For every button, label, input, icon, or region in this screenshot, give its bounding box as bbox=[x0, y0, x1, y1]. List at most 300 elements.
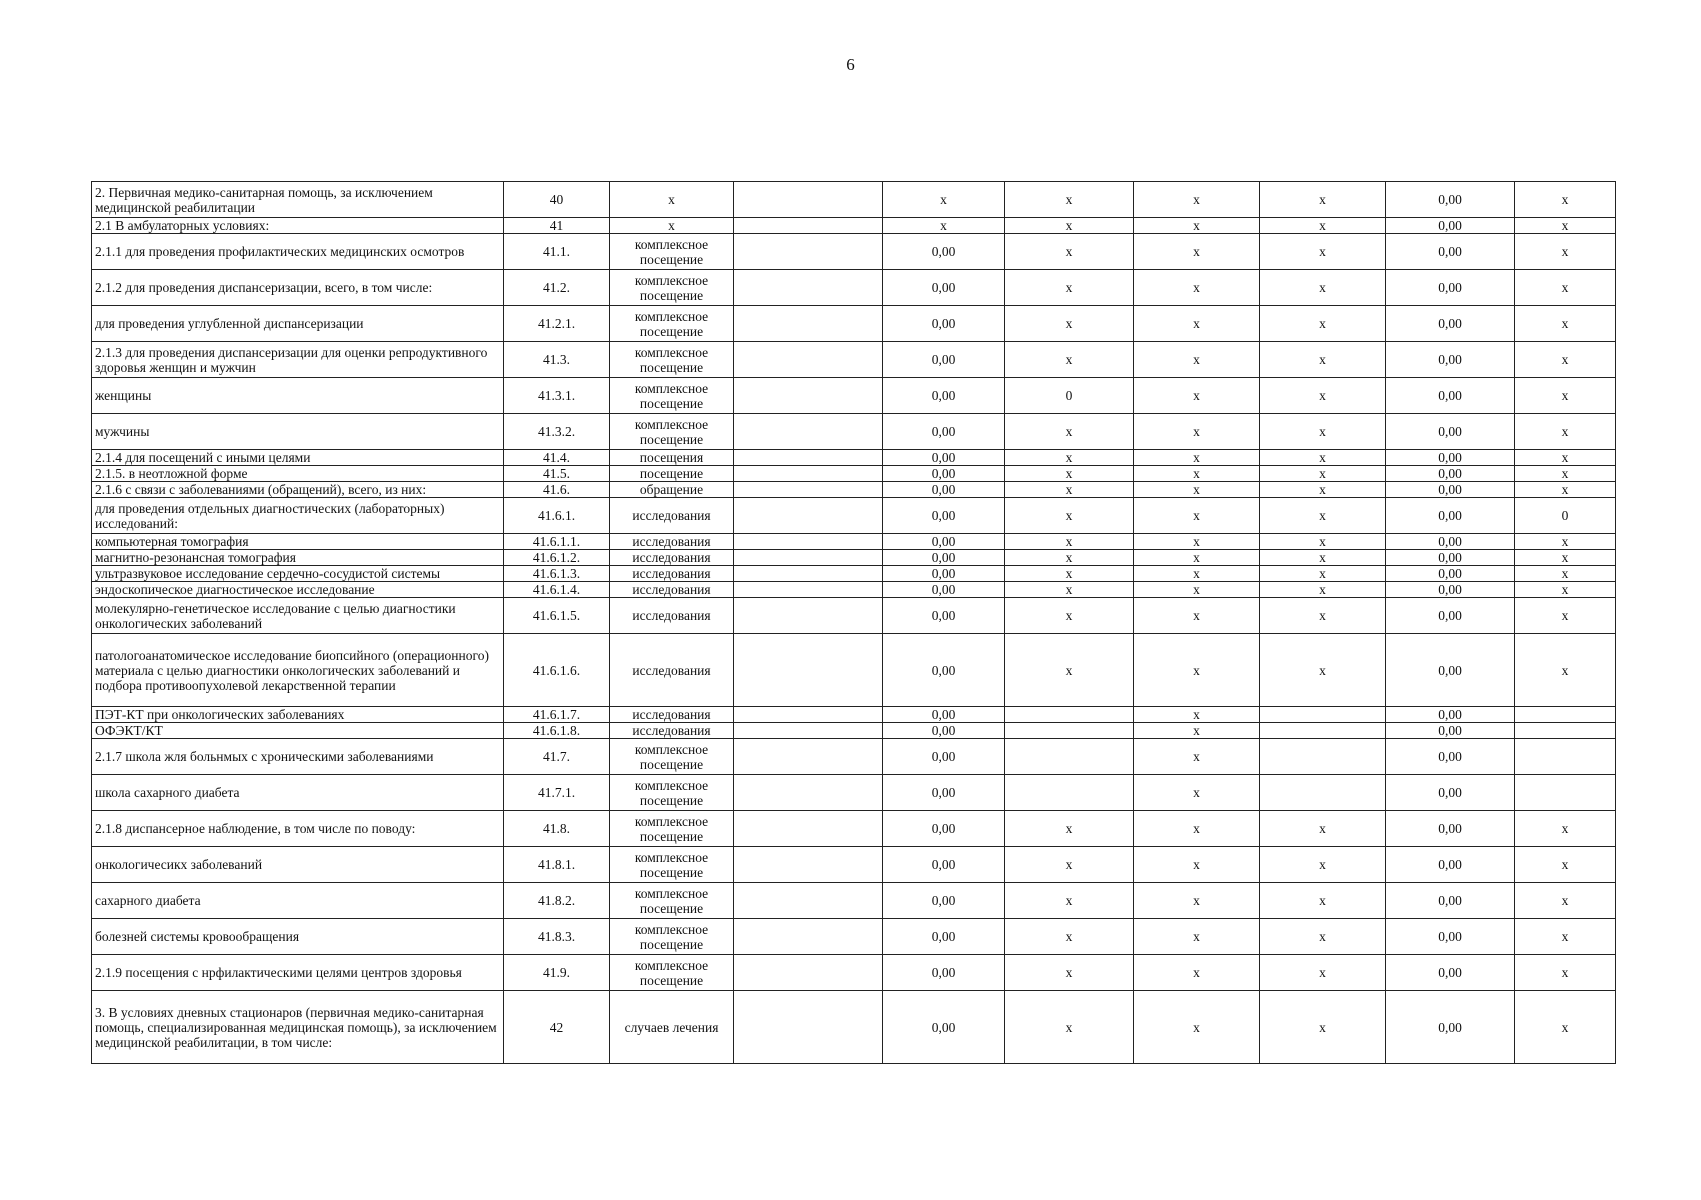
cell-c4: 0,00 bbox=[883, 414, 1005, 450]
cell-name: 2.1.6 с связи с заболеваниями (обращений), всего, из них: bbox=[92, 482, 504, 498]
cell-name: школа сахарного диабета bbox=[92, 775, 504, 811]
cell-unit: исследования bbox=[610, 550, 734, 566]
cell-name: 2.1 В амбулаторных условиях: bbox=[92, 218, 504, 234]
cell-c6: х bbox=[1134, 811, 1260, 847]
cell-c8: 0,00 bbox=[1386, 634, 1515, 707]
cell-c6: х bbox=[1134, 775, 1260, 811]
cell-name: для проведения углубленной диспансеризации bbox=[92, 306, 504, 342]
cell-c9: х bbox=[1515, 218, 1616, 234]
cell-c9: х bbox=[1515, 378, 1616, 414]
cell-c7: х bbox=[1260, 498, 1386, 534]
cell-c8: 0,00 bbox=[1386, 707, 1515, 723]
cell-c6: х bbox=[1134, 342, 1260, 378]
cell-c7: х bbox=[1260, 955, 1386, 991]
cell-code: 41.8.2. bbox=[504, 883, 610, 919]
cell-c5 bbox=[1005, 739, 1134, 775]
cell-c5: х bbox=[1005, 414, 1134, 450]
cell-code: 41.6.1.1. bbox=[504, 534, 610, 550]
cell-c9: х bbox=[1515, 955, 1616, 991]
cell-c6: х bbox=[1134, 182, 1260, 218]
cell-name: 2.1.8 диспансерное наблюдение, в том числе по поводу: bbox=[92, 811, 504, 847]
cell-c7 bbox=[1260, 723, 1386, 739]
cell-c7: х bbox=[1260, 534, 1386, 550]
cell-c5: х bbox=[1005, 566, 1134, 582]
cell-c9: х bbox=[1515, 342, 1616, 378]
cell-c7: х bbox=[1260, 482, 1386, 498]
cell-c7: х bbox=[1260, 234, 1386, 270]
cell-c8: 0,00 bbox=[1386, 218, 1515, 234]
cell-c6: х bbox=[1134, 482, 1260, 498]
cell-unit: исследования bbox=[610, 598, 734, 634]
cell-name: ОФЭКТ/КТ bbox=[92, 723, 504, 739]
cell-code: 41.6.1.5. bbox=[504, 598, 610, 634]
cell-c5: х bbox=[1005, 598, 1134, 634]
cell-c9: х bbox=[1515, 182, 1616, 218]
cell-code: 41.6.1.6. bbox=[504, 634, 610, 707]
table-row bbox=[92, 582, 1616, 598]
table-row bbox=[92, 270, 1616, 306]
cell-c6: х bbox=[1134, 566, 1260, 582]
cell-c3 bbox=[734, 955, 883, 991]
cell-c7 bbox=[1260, 707, 1386, 723]
cell-c9: 0 bbox=[1515, 498, 1616, 534]
cell-unit: комплексное посещение bbox=[610, 811, 734, 847]
cell-unit: комплексное посещение bbox=[610, 342, 734, 378]
cell-c8: 0,00 bbox=[1386, 723, 1515, 739]
cell-c3 bbox=[734, 498, 883, 534]
cell-c4: 0,00 bbox=[883, 739, 1005, 775]
cell-c5: х bbox=[1005, 991, 1134, 1064]
cell-c7: х bbox=[1260, 466, 1386, 482]
table-row bbox=[92, 991, 1616, 1064]
cell-c4: 0,00 bbox=[883, 482, 1005, 498]
cell-c3 bbox=[734, 883, 883, 919]
cell-c3 bbox=[734, 634, 883, 707]
cell-unit: комплексное посещение bbox=[610, 847, 734, 883]
cell-unit: х bbox=[610, 218, 734, 234]
cell-unit: комплексное посещение bbox=[610, 378, 734, 414]
cell-c6: х bbox=[1134, 723, 1260, 739]
table-row bbox=[92, 550, 1616, 566]
cell-code: 41.6. bbox=[504, 482, 610, 498]
cell-code: 41.9. bbox=[504, 955, 610, 991]
cell-code: 41.8. bbox=[504, 811, 610, 847]
cell-code: 41.2. bbox=[504, 270, 610, 306]
cell-c4: 0,00 bbox=[883, 707, 1005, 723]
cell-unit: х bbox=[610, 182, 734, 218]
cell-c8: 0,00 bbox=[1386, 566, 1515, 582]
cell-c9: х bbox=[1515, 883, 1616, 919]
cell-c7: х bbox=[1260, 598, 1386, 634]
data-table bbox=[91, 181, 1616, 1064]
table-row bbox=[92, 566, 1616, 582]
cell-c7: х bbox=[1260, 847, 1386, 883]
cell-c8: 0,00 bbox=[1386, 270, 1515, 306]
cell-c3 bbox=[734, 847, 883, 883]
cell-name: онкологичесикх заболеваний bbox=[92, 847, 504, 883]
cell-name: болезней системы кровообращения bbox=[92, 919, 504, 955]
table-row bbox=[92, 234, 1616, 270]
cell-c3 bbox=[734, 306, 883, 342]
cell-c4: 0,00 bbox=[883, 955, 1005, 991]
cell-c5: х bbox=[1005, 498, 1134, 534]
cell-c9 bbox=[1515, 723, 1616, 739]
cell-c8: 0,00 bbox=[1386, 450, 1515, 466]
cell-c5: х bbox=[1005, 582, 1134, 598]
cell-c7: х bbox=[1260, 218, 1386, 234]
cell-unit: исследования bbox=[610, 498, 734, 534]
cell-code: 41.6.1. bbox=[504, 498, 610, 534]
cell-name: 2.1.5. в неотложной форме bbox=[92, 466, 504, 482]
cell-c9: х bbox=[1515, 482, 1616, 498]
cell-c4: 0,00 bbox=[883, 450, 1005, 466]
cell-c7: х bbox=[1260, 566, 1386, 582]
cell-name: компьютерная томография bbox=[92, 534, 504, 550]
cell-c6: х bbox=[1134, 466, 1260, 482]
cell-unit: исследования bbox=[610, 534, 734, 550]
cell-name: 2.1.3 для проведения диспансеризации для оценки репродуктивного здоровья женщин и мужчин bbox=[92, 342, 504, 378]
cell-c5 bbox=[1005, 775, 1134, 811]
cell-c5: х bbox=[1005, 847, 1134, 883]
cell-code: 41.3.1. bbox=[504, 378, 610, 414]
cell-c5: х bbox=[1005, 482, 1134, 498]
cell-c6: х bbox=[1134, 306, 1260, 342]
cell-c7: х bbox=[1260, 550, 1386, 566]
cell-c6: х bbox=[1134, 550, 1260, 566]
table-row bbox=[92, 378, 1616, 414]
table-row bbox=[92, 306, 1616, 342]
cell-c3 bbox=[734, 218, 883, 234]
cell-c6: х bbox=[1134, 598, 1260, 634]
cell-c8: 0,00 bbox=[1386, 378, 1515, 414]
cell-c7: х bbox=[1260, 182, 1386, 218]
cell-unit: исследования bbox=[610, 566, 734, 582]
cell-name: эндоскопическое диагностическое исследование bbox=[92, 582, 504, 598]
cell-c8: 0,00 bbox=[1386, 234, 1515, 270]
cell-c3 bbox=[734, 723, 883, 739]
cell-code: 40 bbox=[504, 182, 610, 218]
cell-c5: х bbox=[1005, 534, 1134, 550]
cell-c3 bbox=[734, 919, 883, 955]
cell-c7: х bbox=[1260, 414, 1386, 450]
cell-c7: х bbox=[1260, 342, 1386, 378]
cell-c9 bbox=[1515, 775, 1616, 811]
cell-name: 2.1.1 для проведения профилактических медицинских осмотров bbox=[92, 234, 504, 270]
cell-c9: х bbox=[1515, 566, 1616, 582]
cell-unit: комплексное посещение bbox=[610, 306, 734, 342]
table-row bbox=[92, 883, 1616, 919]
cell-code: 41.8.1. bbox=[504, 847, 610, 883]
cell-unit: комплексное посещение bbox=[610, 414, 734, 450]
cell-c3 bbox=[734, 466, 883, 482]
cell-c5: х bbox=[1005, 919, 1134, 955]
cell-c7: х bbox=[1260, 634, 1386, 707]
cell-c7 bbox=[1260, 739, 1386, 775]
cell-c5: х bbox=[1005, 218, 1134, 234]
cell-c6: х bbox=[1134, 582, 1260, 598]
cell-c8: 0,00 bbox=[1386, 775, 1515, 811]
cell-c4: 0,00 bbox=[883, 598, 1005, 634]
cell-c4: 0,00 bbox=[883, 270, 1005, 306]
cell-c6: х bbox=[1134, 534, 1260, 550]
cell-c7: х bbox=[1260, 378, 1386, 414]
cell-c7: х bbox=[1260, 306, 1386, 342]
cell-c5 bbox=[1005, 723, 1134, 739]
cell-c8: 0,00 bbox=[1386, 883, 1515, 919]
cell-c8: 0,00 bbox=[1386, 482, 1515, 498]
cell-c7: х bbox=[1260, 450, 1386, 466]
cell-c3 bbox=[734, 775, 883, 811]
cell-unit: комплексное посещение bbox=[610, 775, 734, 811]
cell-c7: х bbox=[1260, 270, 1386, 306]
cell-c4: 0,00 bbox=[883, 775, 1005, 811]
cell-name: ПЭТ-КТ при онкологических заболеваниях bbox=[92, 707, 504, 723]
cell-c8: 0,00 bbox=[1386, 498, 1515, 534]
cell-code: 41.4. bbox=[504, 450, 610, 466]
cell-c8: 0,00 bbox=[1386, 466, 1515, 482]
cell-c3 bbox=[734, 270, 883, 306]
cell-name: ультразвуковое исследование сердечно-сосудистой системы bbox=[92, 566, 504, 582]
cell-c4: 0,00 bbox=[883, 306, 1005, 342]
cell-c4: 0,00 bbox=[883, 234, 1005, 270]
cell-c3 bbox=[734, 582, 883, 598]
cell-code: 41.6.1.4. bbox=[504, 582, 610, 598]
cell-c8: 0,00 bbox=[1386, 955, 1515, 991]
cell-c3 bbox=[734, 550, 883, 566]
cell-c6: х bbox=[1134, 955, 1260, 991]
table-row bbox=[92, 775, 1616, 811]
cell-c8: 0,00 bbox=[1386, 991, 1515, 1064]
cell-unit: комплексное посещение bbox=[610, 234, 734, 270]
cell-name: 2.1.2 для проведения диспансеризации, всего, в том числе: bbox=[92, 270, 504, 306]
cell-c5 bbox=[1005, 707, 1134, 723]
cell-unit: обращение bbox=[610, 482, 734, 498]
cell-c5: х bbox=[1005, 811, 1134, 847]
cell-c3 bbox=[734, 378, 883, 414]
cell-name: 2.1.7 школа жля больнмых с хроническими заболеваниями bbox=[92, 739, 504, 775]
cell-c9: х bbox=[1515, 582, 1616, 598]
cell-c3 bbox=[734, 707, 883, 723]
cell-c8: 0,00 bbox=[1386, 847, 1515, 883]
cell-c3 bbox=[734, 991, 883, 1064]
cell-code: 41.6.1.2. bbox=[504, 550, 610, 566]
cell-c8: 0,00 bbox=[1386, 582, 1515, 598]
cell-unit: комплексное посещение bbox=[610, 919, 734, 955]
cell-code: 42 bbox=[504, 991, 610, 1064]
table-row bbox=[92, 534, 1616, 550]
cell-code: 41.3. bbox=[504, 342, 610, 378]
cell-c3 bbox=[734, 598, 883, 634]
table-row bbox=[92, 955, 1616, 991]
cell-c3 bbox=[734, 566, 883, 582]
cell-c4: 0,00 bbox=[883, 919, 1005, 955]
cell-c5: х bbox=[1005, 634, 1134, 707]
cell-c5: х bbox=[1005, 342, 1134, 378]
table-row bbox=[92, 707, 1616, 723]
cell-c5: 0 bbox=[1005, 378, 1134, 414]
cell-name: 3. В условиях дневных стационаров (первичная медико-санитарная помощь, специализированная медицинская помощь), за исключением медицинской реабилитации, в том числе: bbox=[92, 991, 504, 1064]
cell-c7: х bbox=[1260, 582, 1386, 598]
cell-c9: х bbox=[1515, 991, 1616, 1064]
cell-name: для проведения отдельных диагностических (лабораторных) исследований: bbox=[92, 498, 504, 534]
cell-c5: х bbox=[1005, 450, 1134, 466]
cell-c3 bbox=[734, 342, 883, 378]
cell-c8: 0,00 bbox=[1386, 550, 1515, 566]
table-row bbox=[92, 182, 1616, 218]
cell-c4: 0,00 bbox=[883, 847, 1005, 883]
cell-c8: 0,00 bbox=[1386, 342, 1515, 378]
table-row bbox=[92, 723, 1616, 739]
table-row bbox=[92, 342, 1616, 378]
cell-c3 bbox=[734, 739, 883, 775]
cell-c6: х bbox=[1134, 234, 1260, 270]
cell-name: женщины bbox=[92, 378, 504, 414]
cell-c3 bbox=[734, 234, 883, 270]
cell-c5: х bbox=[1005, 234, 1134, 270]
cell-c4: 0,00 bbox=[883, 466, 1005, 482]
table-row bbox=[92, 482, 1616, 498]
cell-c7 bbox=[1260, 775, 1386, 811]
cell-name: сахарного диабета bbox=[92, 883, 504, 919]
cell-code: 41.7.1. bbox=[504, 775, 610, 811]
cell-c8: 0,00 bbox=[1386, 534, 1515, 550]
cell-c4: 0,00 bbox=[883, 550, 1005, 566]
table-row bbox=[92, 919, 1616, 955]
cell-c4: 0,00 bbox=[883, 566, 1005, 582]
cell-c6: х bbox=[1134, 450, 1260, 466]
page-number: 6 bbox=[846, 55, 855, 74]
cell-c4: 0,00 bbox=[883, 723, 1005, 739]
cell-c7: х bbox=[1260, 919, 1386, 955]
cell-c9: х bbox=[1515, 847, 1616, 883]
cell-c8: 0,00 bbox=[1386, 414, 1515, 450]
table-row bbox=[92, 218, 1616, 234]
cell-c9: х bbox=[1515, 466, 1616, 482]
cell-code: 41.8.3. bbox=[504, 919, 610, 955]
cell-c6: х bbox=[1134, 847, 1260, 883]
cell-c3 bbox=[734, 414, 883, 450]
cell-c4: 0,00 bbox=[883, 883, 1005, 919]
cell-c8: 0,00 bbox=[1386, 598, 1515, 634]
table-row bbox=[92, 739, 1616, 775]
cell-c9 bbox=[1515, 739, 1616, 775]
cell-c7: х bbox=[1260, 883, 1386, 919]
cell-c4: 0,00 bbox=[883, 991, 1005, 1064]
cell-c3 bbox=[734, 450, 883, 466]
cell-c4: 0,00 bbox=[883, 498, 1005, 534]
cell-c3 bbox=[734, 182, 883, 218]
cell-c4: х bbox=[883, 218, 1005, 234]
table-row bbox=[92, 811, 1616, 847]
cell-c8: 0,00 bbox=[1386, 811, 1515, 847]
cell-c3 bbox=[734, 534, 883, 550]
cell-c4: х bbox=[883, 182, 1005, 218]
cell-c9: х bbox=[1515, 550, 1616, 566]
cell-c6: х bbox=[1134, 991, 1260, 1064]
cell-c9: х bbox=[1515, 598, 1616, 634]
cell-c6: х bbox=[1134, 218, 1260, 234]
cell-name: 2. Первичная медико-санитарная помощь, за исключением медицинской реабилитации bbox=[92, 182, 504, 218]
table-row bbox=[92, 598, 1616, 634]
cell-c9: х bbox=[1515, 634, 1616, 707]
cell-c4: 0,00 bbox=[883, 811, 1005, 847]
cell-c9: х bbox=[1515, 270, 1616, 306]
cell-code: 41.5. bbox=[504, 466, 610, 482]
cell-c9: х bbox=[1515, 919, 1616, 955]
cell-unit: исследования bbox=[610, 707, 734, 723]
cell-unit: исследования bbox=[610, 634, 734, 707]
cell-unit: посещение bbox=[610, 466, 734, 482]
cell-c8: 0,00 bbox=[1386, 919, 1515, 955]
cell-c5: х bbox=[1005, 270, 1134, 306]
cell-c4: 0,00 bbox=[883, 582, 1005, 598]
cell-name: патологоанатомическое исследование биопсийного (операционного) материала с целью диагностики онкологических заболеваний и подбора противоопухолевой лекарственной терапии bbox=[92, 634, 504, 707]
cell-c6: х bbox=[1134, 270, 1260, 306]
cell-c9: х bbox=[1515, 534, 1616, 550]
cell-c6: х bbox=[1134, 883, 1260, 919]
cell-code: 41.6.1.3. bbox=[504, 566, 610, 582]
cell-c5: х bbox=[1005, 306, 1134, 342]
cell-name: 2.1.9 посещения с нрфилактическими целями центров здоровья bbox=[92, 955, 504, 991]
cell-c9: х bbox=[1515, 414, 1616, 450]
cell-unit: исследования bbox=[610, 582, 734, 598]
cell-c9: х bbox=[1515, 234, 1616, 270]
cell-c6: х bbox=[1134, 378, 1260, 414]
cell-name: 2.1.4 для посещений с иными целями bbox=[92, 450, 504, 466]
cell-c6: х bbox=[1134, 739, 1260, 775]
cell-c9: х bbox=[1515, 450, 1616, 466]
cell-unit: комплексное посещение bbox=[610, 270, 734, 306]
cell-unit: случаев лечения bbox=[610, 991, 734, 1064]
cell-c3 bbox=[734, 482, 883, 498]
cell-c4: 0,00 bbox=[883, 342, 1005, 378]
cell-c5: х bbox=[1005, 955, 1134, 991]
cell-c8: 0,00 bbox=[1386, 182, 1515, 218]
cell-c3 bbox=[734, 811, 883, 847]
cell-c6: х bbox=[1134, 634, 1260, 707]
cell-code: 41.6.1.8. bbox=[504, 723, 610, 739]
table-row bbox=[92, 498, 1616, 534]
cell-unit: исследования bbox=[610, 723, 734, 739]
cell-code: 41.2.1. bbox=[504, 306, 610, 342]
table-row bbox=[92, 847, 1616, 883]
cell-unit: комплексное посещение bbox=[610, 955, 734, 991]
cell-name: молекулярно-генетическое исследование с целью диагностики онкологических заболеваний bbox=[92, 598, 504, 634]
cell-c5: х bbox=[1005, 883, 1134, 919]
cell-code: 41.3.2. bbox=[504, 414, 610, 450]
cell-code: 41.6.1.7. bbox=[504, 707, 610, 723]
cell-c6: х bbox=[1134, 414, 1260, 450]
cell-c5: х bbox=[1005, 550, 1134, 566]
cell-c7: х bbox=[1260, 811, 1386, 847]
cell-c7: х bbox=[1260, 991, 1386, 1064]
cell-unit: комплексное посещение bbox=[610, 883, 734, 919]
cell-code: 41.7. bbox=[504, 739, 610, 775]
table-row bbox=[92, 414, 1616, 450]
table-row bbox=[92, 450, 1616, 466]
cell-code: 41.1. bbox=[504, 234, 610, 270]
table-row bbox=[92, 634, 1616, 707]
cell-c4: 0,00 bbox=[883, 634, 1005, 707]
cell-unit: комплексное посещение bbox=[610, 739, 734, 775]
cell-c6: х bbox=[1134, 707, 1260, 723]
cell-c5: х bbox=[1005, 466, 1134, 482]
cell-c8: 0,00 bbox=[1386, 739, 1515, 775]
cell-c6: х bbox=[1134, 919, 1260, 955]
cell-c4: 0,00 bbox=[883, 534, 1005, 550]
cell-c9: х bbox=[1515, 306, 1616, 342]
cell-c9 bbox=[1515, 707, 1616, 723]
